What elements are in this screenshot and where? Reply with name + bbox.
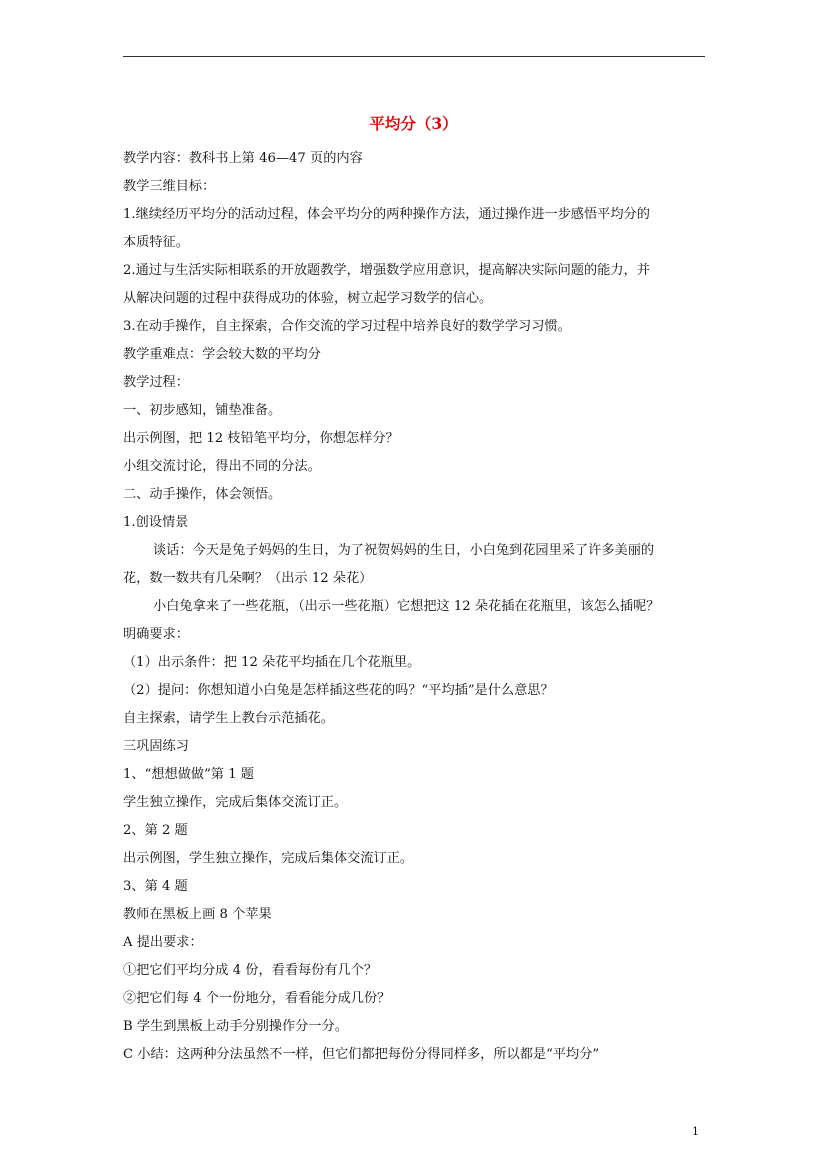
body-line: 三巩固练习 [123,739,189,754]
body-line: B 学生到黑板上动手分别操作分一分。 [123,1019,348,1034]
body-line: 3、第 4 题 [123,879,188,894]
body-line: 花，数一数共有几朵啊？（出示 12 朵花） [123,571,373,586]
body-line: 出示例图，学生独立操作，完成后集体交流订正。 [123,851,414,866]
body-line: 教学过程： [123,375,189,390]
body-line: 出示例图，把 12 枝铅笔平均分，你想怎样分？ [123,431,399,446]
body-line: A 提出要求： [123,935,203,950]
body-line: 从解决问题的过程中获得成功的体验，树立起学习数学的信心。 [123,291,493,306]
body-line: 明确要求： [123,627,189,642]
header-rule [123,56,705,57]
body-line: 教师在黑板上画 8 个苹果 [123,907,272,922]
body-line: 谈话：今天是兔子妈妈的生日，为了祝贺妈妈的生日，小白兔到花园里采了许多美丽的 [153,543,655,558]
body-line: 教学三维目标： [123,179,216,194]
body-line: 1.继续经历平均分的活动过程，体会平均分的两种操作方法，通过操作进一步感悟平均分的 [123,207,650,222]
page-number: 1 [692,1125,699,1138]
body-line: ②把它们每 4 个一份地分，看看能分成几份？ [123,991,391,1006]
body-line: 小组交流讨论，得出不同的分法。 [123,459,321,474]
body-line: （1）出示条件：把 12 朵花平均插在几个花瓶里。 [123,655,421,670]
body-line: 学生独立操作，完成后集体交流订正。 [123,795,348,810]
body-line: 本质特征。 [123,235,189,250]
body-line: 小白兔拿来了一些花瓶，（出示一些花瓶）它想把这 12 朵花插在花瓶里，该怎么插呢？ [153,599,660,614]
body-line: 自主探索，请学生上教台示范插花。 [123,711,334,726]
body-line: ①把它们平均分成 4 份，看看每份有几个？ [123,963,378,978]
body-line: 二、动手操作，体会领悟。 [123,487,282,502]
body-line: 1、“想想做做”第 1 题 [123,767,254,782]
body-line: 一、初步感知，铺垫准备。 [123,403,282,418]
body-line: 2.通过与生活实际相联系的开放题教学，增强数学应用意识，提高解决实际问题的能力，并 [123,263,650,278]
body-line: 3.在动手操作，自主探索，合作交流的学习过程中培养良好的数学学习习惯。 [123,319,571,334]
body-line: 1.创设情景 [123,515,189,530]
body-line: 2、第 2 题 [123,823,188,838]
body-line: C 小结：这两种分法虽然不一样，但它们都把每份分得同样多，所以都是“平均分” [123,1047,600,1062]
body-line: 教学重难点：学会较大数的平均分 [123,347,321,362]
document-body [123,148,708,1072]
body-line: 教学内容：教科书上第 46—47 页的内容 [123,151,363,166]
body-line: （2）提问：你想知道小白兔是怎样插这些花的吗？“平均插”是什么意思？ [123,683,554,698]
document-title: 平均分（3） [369,114,458,133]
